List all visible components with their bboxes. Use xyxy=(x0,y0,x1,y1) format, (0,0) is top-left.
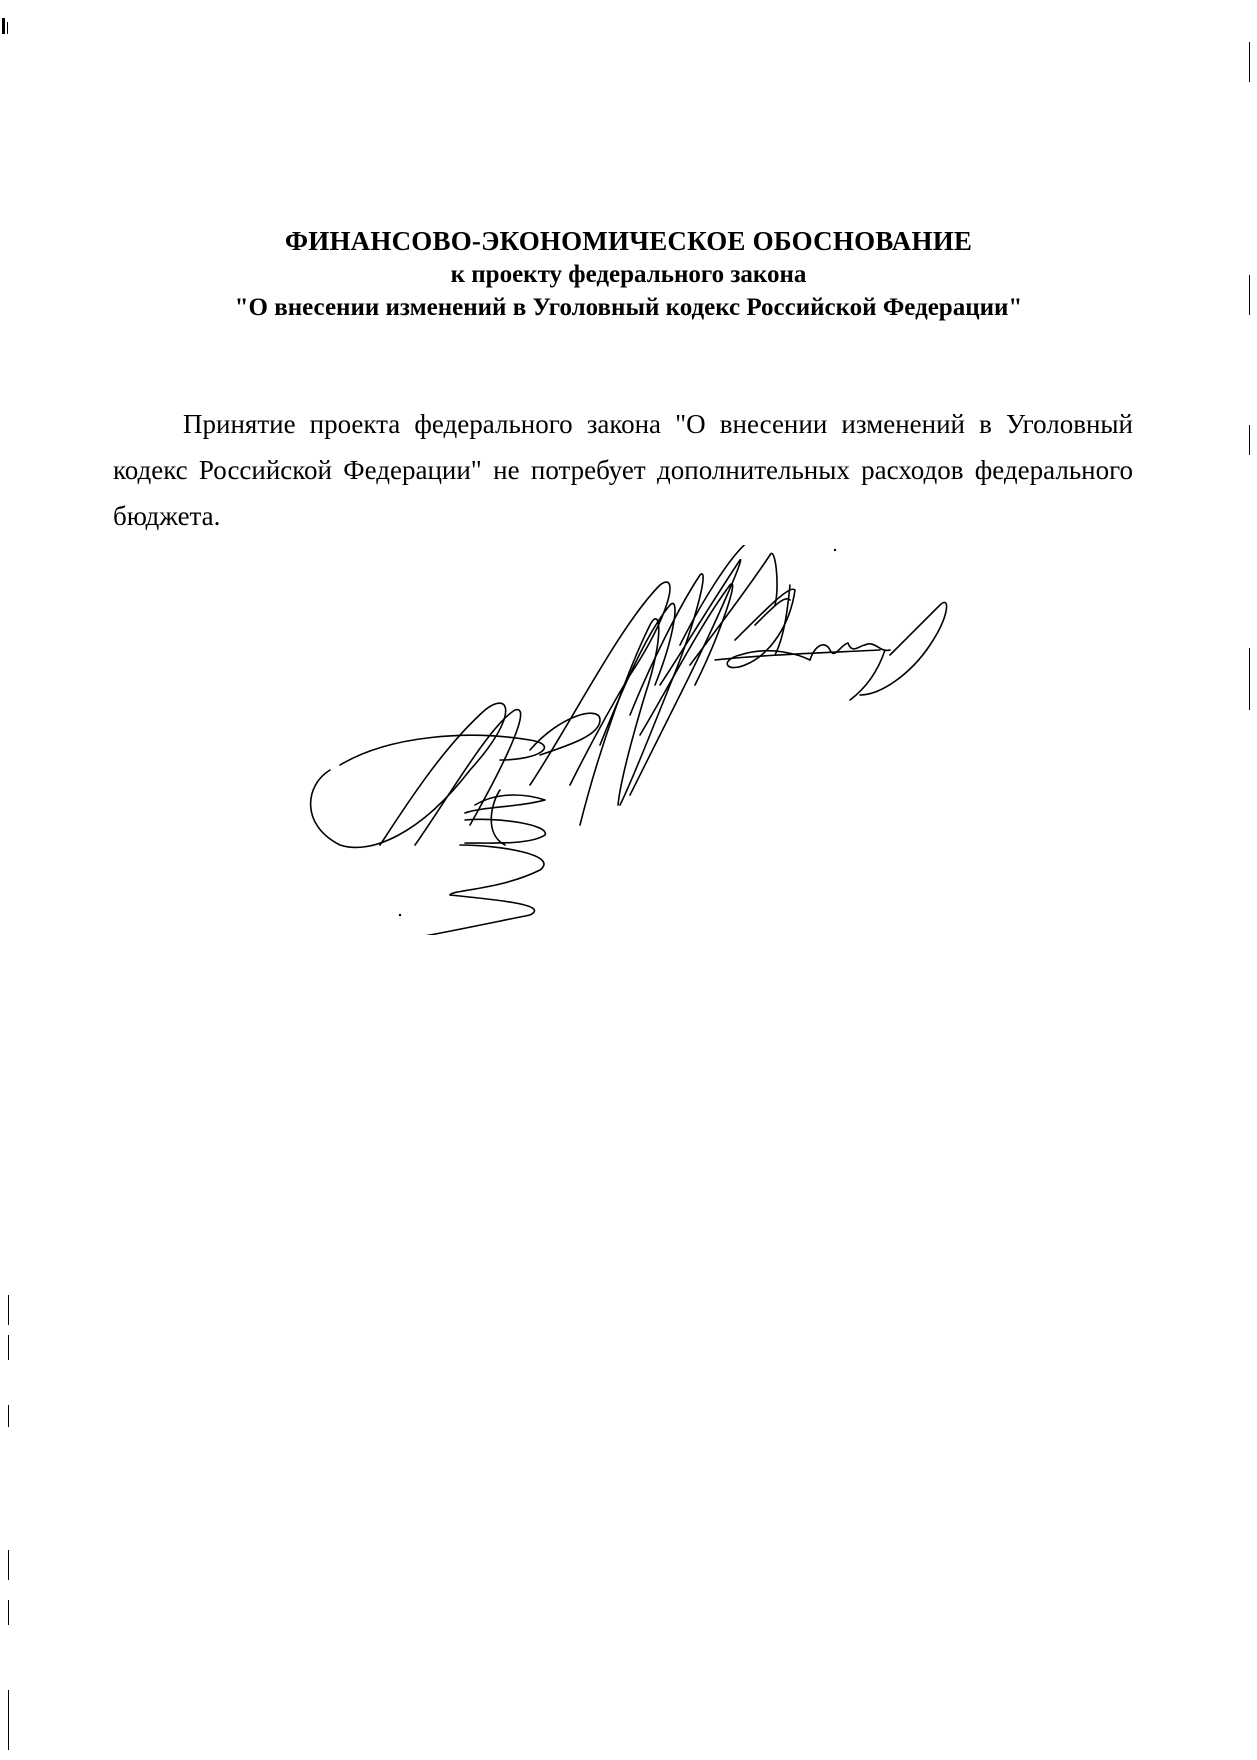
scan-mark-left-2 xyxy=(8,1335,9,1360)
scan-mark-left-4 xyxy=(8,1550,9,1580)
title-line-3: "О внесении изменений в Уголовный кодекс Российской Федерации" xyxy=(234,294,1023,321)
scan-mark-left-3 xyxy=(8,1405,9,1427)
body-paragraph: Принятие проекта федерального закона "О внесении изменений в Уголовный кодекс Российской Федерации" не потребует дополнительных расходов федерального бюджета. xyxy=(113,409,1133,531)
handwritten-signature xyxy=(300,545,1060,935)
document-title xyxy=(0,225,1257,324)
scan-mark-right-1 xyxy=(1249,42,1250,82)
scan-mark-right-3 xyxy=(1249,425,1250,455)
scan-mark-left-5 xyxy=(8,1600,9,1625)
title-line-1: ФИНАНСОВО-ЭКОНОМИЧЕСКОЕ ОБОСНОВАНИЕ xyxy=(284,226,973,256)
scan-mark-top-left-2 xyxy=(7,22,8,34)
scan-mark-right-4 xyxy=(1249,648,1250,710)
title-line-2: к проекту федерального закона xyxy=(450,261,807,288)
scan-mark-left-1 xyxy=(8,1295,9,1325)
scan-mark-left-6 xyxy=(8,1690,9,1750)
scan-mark-top-left xyxy=(2,18,5,34)
